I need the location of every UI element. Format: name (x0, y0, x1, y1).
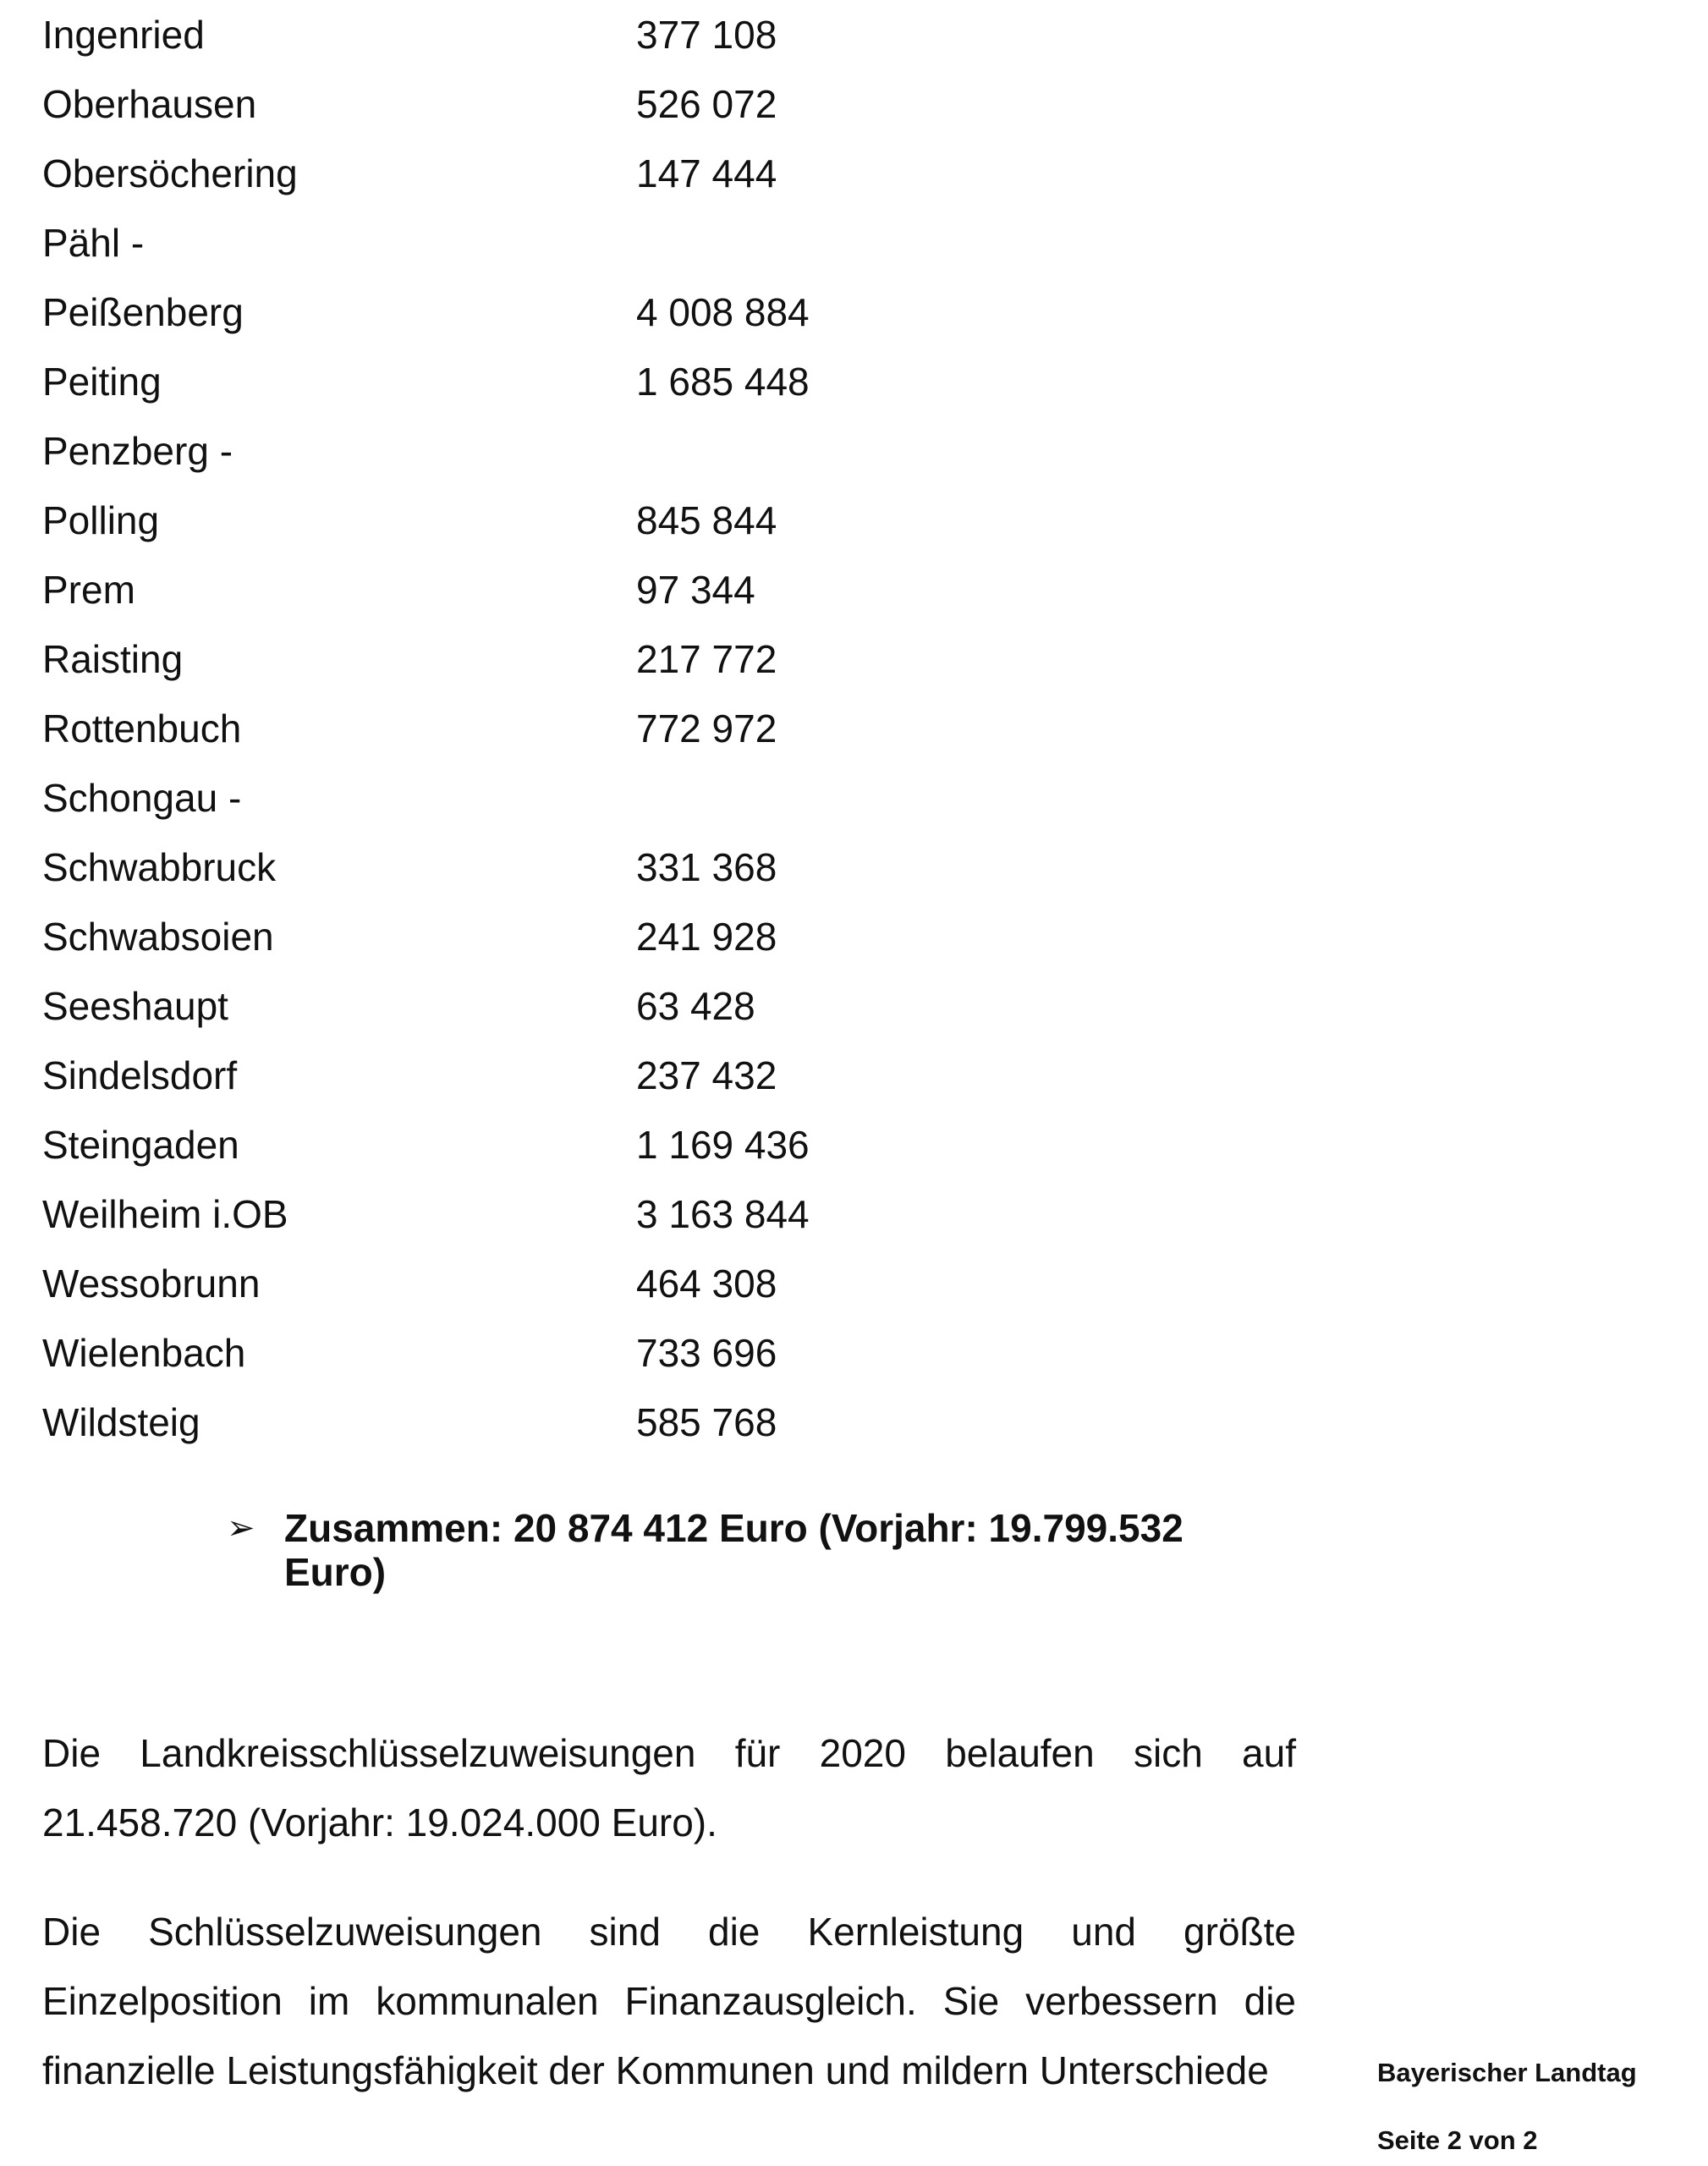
municipality-name: Ingenried (42, 13, 205, 57)
municipality-name: Obersöchering (42, 151, 298, 195)
municipality-name: Prem (42, 568, 135, 612)
municipality-name: Peiting (42, 360, 162, 404)
table-row (42, 624, 1057, 694)
municipality-name: Wildsteig (42, 1400, 200, 1444)
allocation-value: 217 772 (636, 637, 777, 681)
allocation-value: 63 428 (636, 984, 755, 1028)
table-row (42, 208, 1057, 278)
footer-organization: Bayerischer Landtag (1377, 2058, 1637, 2087)
municipality-name: Schwabsoien (42, 915, 274, 959)
allocation-value: 377 108 (636, 13, 777, 57)
paragraph-district-allocations: Die Landkreisschlüsselzuweisungen für 2020 belaufen sich auf 21.458.720 (Vorjahr: 19.024.000 Euro). (42, 1731, 1296, 1844)
municipality-name: Peißenberg (42, 290, 244, 334)
allocation-value: 585 768 (636, 1400, 777, 1444)
municipality-name: Sindelsdorf (42, 1053, 238, 1097)
table-row (42, 763, 1057, 833)
allocation-value: 526 072 (636, 82, 777, 126)
total-summary (227, 1506, 1326, 1594)
municipality-name: Seeshaupt (42, 984, 228, 1028)
municipality-name: Steingaden (42, 1123, 239, 1167)
table-row (42, 1388, 1057, 1457)
table-row (42, 555, 1057, 624)
paragraph-key-allocations: Die Schlüsselzuweisungen sind die Kernleistung und größte Einzelposition im kommunalen Finanzausgleich. Sie verbessern die finanzielle Leistungsfähigkeit der Kommunen und mildern Unterschiede (42, 1910, 1296, 2092)
total-summary-text: Zusammen: 20 874 412 Euro (Vorjahr: 19.799.532 Euro) (284, 1506, 1184, 1594)
table-row (42, 902, 1057, 971)
table-row (42, 833, 1057, 902)
table-row (42, 0, 1057, 69)
municipality-name: Wielenbach (42, 1331, 246, 1375)
municipality-name: Polling (42, 498, 160, 542)
allocation-value: 97 344 (636, 568, 755, 612)
allocation-value: 147 444 (636, 151, 777, 195)
table-row (42, 694, 1057, 763)
footer-page-number: Seite 2 von 2 (1377, 2125, 1538, 2155)
municipality-name: Oberhausen (42, 82, 257, 126)
allocation-value: 464 308 (636, 1262, 777, 1306)
municipality-name: Pähl - (42, 221, 145, 265)
allocation-value: 845 844 (636, 498, 777, 542)
municipality-name: Wessobrunn (42, 1262, 261, 1306)
allocation-value: 3 163 844 (636, 1192, 810, 1236)
allocation-value: 237 432 (636, 1053, 777, 1097)
municipality-name: Raisting (42, 637, 184, 681)
table-row (42, 416, 1057, 486)
municipality-name: Schongau - (42, 776, 242, 820)
allocation-value: 241 928 (636, 915, 777, 959)
table-row (42, 1041, 1057, 1110)
table-row (42, 347, 1057, 416)
table-row (42, 486, 1057, 555)
table-row (42, 278, 1057, 347)
allocation-value: 4 008 884 (636, 290, 810, 334)
allocation-value: 1 685 448 (636, 360, 810, 404)
arrow-bullet-icon: ➢ (227, 1509, 255, 1547)
allocation-value: 772 972 (636, 706, 777, 750)
table-row (42, 1110, 1057, 1179)
allocation-value: 1 169 436 (636, 1123, 810, 1167)
table-row (42, 69, 1057, 139)
municipality-name: Schwabbruck (42, 845, 277, 889)
table-row (42, 139, 1057, 208)
allocation-value: 331 368 (636, 845, 777, 889)
municipality-name: Rottenbuch (42, 706, 242, 750)
table-row (42, 1249, 1057, 1318)
municipality-name: Weilheim i.OB (42, 1192, 288, 1236)
municipality-table (42, 0, 1057, 1457)
allocation-value: 733 696 (636, 1331, 777, 1375)
table-row (42, 971, 1057, 1041)
table-row (42, 1318, 1057, 1388)
municipality-name: Penzberg - (42, 429, 233, 473)
table-row (42, 1179, 1057, 1249)
